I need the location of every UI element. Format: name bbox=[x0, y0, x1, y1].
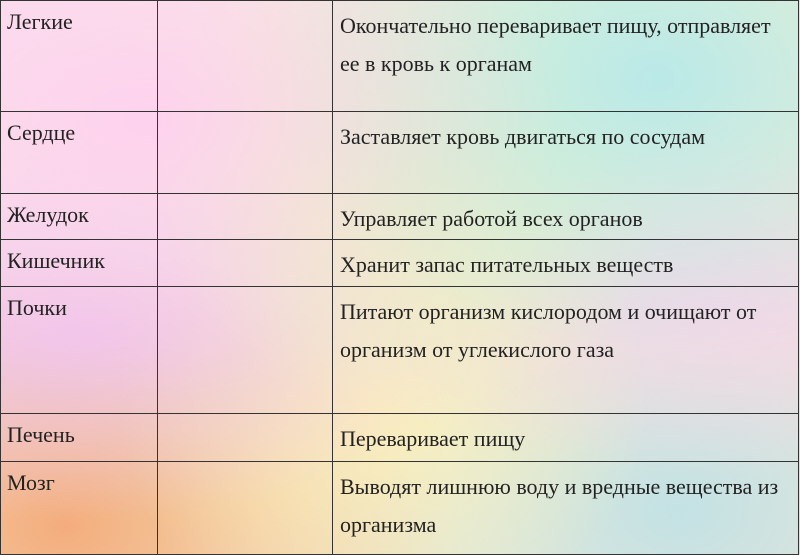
answer-cell bbox=[158, 462, 333, 555]
function-cell: Хранит запас питательных веществ bbox=[333, 240, 799, 287]
answer-cell bbox=[158, 240, 333, 287]
function-cell: Управляет работой всех органов bbox=[333, 194, 799, 240]
organ-cell: Сердце bbox=[1, 112, 158, 194]
table-row bbox=[1, 462, 799, 555]
organ-cell: Желудок bbox=[1, 194, 158, 240]
table-row bbox=[1, 112, 799, 194]
table-row bbox=[1, 287, 799, 414]
organ-cell: Мозг bbox=[1, 462, 158, 555]
function-cell: Переваривает пищу bbox=[333, 414, 799, 462]
organ-cell: Почки bbox=[1, 287, 158, 414]
function-cell: Окончательно переваривает пищу, отправляет ее в кровь к органам bbox=[333, 1, 799, 112]
answer-cell bbox=[158, 287, 333, 414]
function-cell: Заставляет кровь двигаться по сосудам bbox=[333, 112, 799, 194]
answer-cell bbox=[158, 1, 333, 112]
organ-cell: Кишечник bbox=[1, 240, 158, 287]
answer-cell bbox=[158, 194, 333, 240]
function-cell: Питают организм кислородом и очищают от организм от углекислого газа bbox=[333, 287, 799, 414]
table-row bbox=[1, 1, 799, 112]
answer-cell bbox=[158, 414, 333, 462]
function-cell: Выводят лишнюю воду и вредные вещества из организма bbox=[333, 462, 799, 555]
answer-cell bbox=[158, 112, 333, 194]
table-row bbox=[1, 194, 799, 240]
organ-cell: Печень bbox=[1, 414, 158, 462]
table-row bbox=[1, 240, 799, 287]
organ-cell: Легкие bbox=[1, 1, 158, 112]
table-row bbox=[1, 414, 799, 462]
